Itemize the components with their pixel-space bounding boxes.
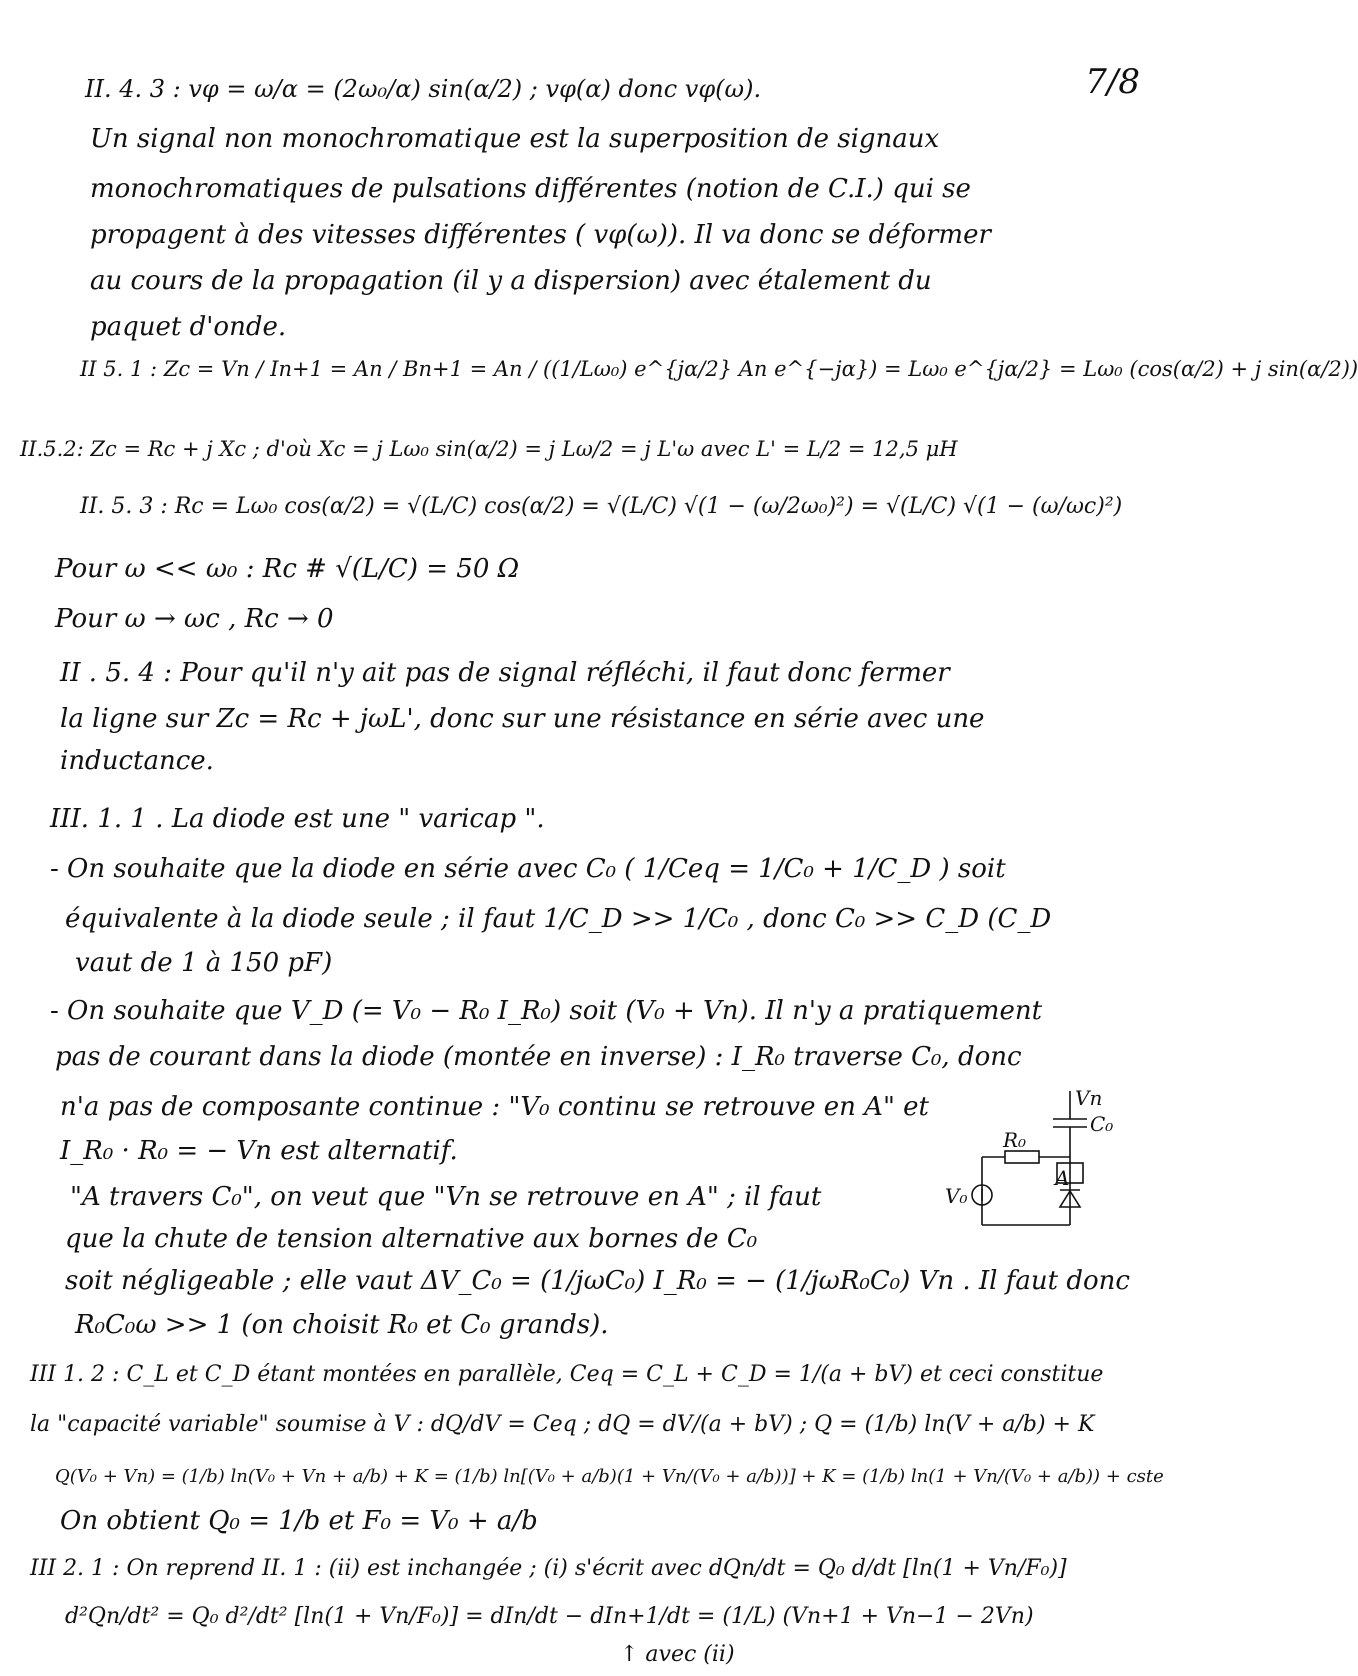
text-line: n'a pas de composante continue : "V₀ continu se retrouve en A" et (60, 1092, 930, 1122)
text-line: la ligne sur Zc = Rc + jωL', donc sur une résistance en série avec une (60, 704, 985, 734)
text-line: paquet d'onde. (90, 312, 287, 342)
equation-line: II 5. 1 : Zc = Vn / In+1 = An / Bn+1 = An / ((1/Lω₀) e^{jα/2} An e^{−jα}) = Lω₀ e^{jα/2} = Lω₀ (cos(α/2) + j sin(α/2)) (80, 357, 1358, 381)
text-line: équivalente à la diode seule ; il faut 1/C_D >> 1/C₀ , donc C₀ >> C_D (C_D (65, 904, 1052, 934)
text-line: II . 5. 4 : Pour qu'il n'y ait pas de signal réfléchi, il faut donc fermer (60, 658, 950, 688)
circuit-label-vn: Vn (1075, 1086, 1103, 1110)
page-number: 7/8 (1085, 62, 1140, 102)
equation-line: II. 5. 3 : Rc = Lω₀ cos(α/2) = √(L/C) cos(α/2) = √(L/C) √(1 − (ω/2ω₀)²) = √(L/C) √(1 − (ω/ωc)²) (80, 494, 1123, 519)
resistor-r0 (1005, 1151, 1039, 1163)
text-line: "A travers C₀", on veut que "Vn se retrouve en A" ; il faut (70, 1182, 822, 1212)
text-line: vaut de 1 à 150 pF) (75, 948, 333, 978)
text-line: inductance. (60, 746, 214, 776)
section-heading: III. 1. 1 . La diode est une " varicap ". (50, 804, 545, 834)
text-line: I_R₀ · R₀ = − Vn est alternatif. (60, 1136, 458, 1166)
equation-line: la "capacité variable" soumise à V : dQ/dV = Ceq ; dQ = dV/(a + bV) ; Q = (1/b) ln(V + a/b) + K (30, 1412, 1095, 1437)
text-line: Pour ω << ω₀ : Rc # √(L/C) = 50 Ω (55, 554, 520, 584)
circuit-label-a: A (1055, 1166, 1070, 1190)
text-line: - On souhaite que V_D (= V₀ − R₀ I_R₀) soit (V₀ + Vn). Il n'y a pratiquement (50, 996, 1043, 1026)
circuit-label-r0: R₀ (1003, 1128, 1027, 1152)
text-line: au cours de la propagation (il y a dispersion) avec étalement du (90, 266, 932, 296)
text-line: III 1. 2 : C_L et C_D étant montées en parallèle, Ceq = C_L + C_D = 1/(a + bV) et ceci constitue (30, 1362, 1104, 1387)
text-line: propagent à des vitesses différentes ( vφ(ω)). Il va donc se déformer (90, 220, 991, 250)
text-line: soit négligeable ; elle vaut ΔV_C₀ = (1/jωC₀) I_R₀ = − (1/jωR₀C₀) Vn . Il faut donc (65, 1266, 1130, 1296)
text-line: monochromatiques de pulsations différentes (notion de C.I.) qui se (90, 174, 971, 204)
circuit-label-v0: V₀ (945, 1184, 968, 1208)
equation-line: Q(V₀ + Vn) = (1/b) ln(V₀ + Vn + a/b) + K = (1/b) ln[(V₀ + a/b)(1 + Vn/(V₀ + a/b))] + K = (1/b) ln(1 + Vn/(V₀ + a/b)) + cste (55, 1466, 1164, 1487)
text-line: On obtient Q₀ = 1/b et F₀ = V₀ + a/b (60, 1506, 538, 1536)
text-line: II. 4. 3 : vφ = ω/α = (2ω₀/α) sin(α/2) ; vφ(α) donc vφ(ω). (85, 75, 762, 103)
equation-line: d²Qn/dt² = Q₀ d²/dt² [ln(1 + Vn/F₀)] = dIn/dt − dIn+1/dt = (1/L) (Vn+1 + Vn−1 − 2Vn) (65, 1604, 1034, 1629)
text-line: que la chute de tension alternative aux bornes de C₀ (65, 1224, 758, 1254)
text-line: - On souhaite que la diode en série avec C₀ ( 1/Ceq = 1/C₀ + 1/C_D ) soit (50, 854, 1006, 884)
text-line: III 2. 1 : On reprend II. 1 : (ii) est inchangée ; (i) s'écrit avec dQn/dt = Q₀ d/dt [ln(1 + Vn/F₀)] (30, 1556, 1067, 1581)
text-line: Pour ω → ωc , Rc → 0 (55, 604, 334, 634)
text-line: pas de courant dans la diode (montée en inverse) : I_R₀ traverse C₀, donc (55, 1042, 1022, 1072)
varicap-circuit-diagram (945, 1085, 1120, 1260)
text-line: Un signal non monochromatique est la superposition de signaux (90, 124, 940, 154)
text-line: R₀C₀ω >> 1 (on choisit R₀ et C₀ grands). (75, 1310, 609, 1340)
text-line: ↑ avec (ii) (620, 1642, 735, 1667)
circuit-label-c0: C₀ (1090, 1112, 1114, 1136)
equation-line: II.5.2: Zc = Rc + j Xc ; d'où Xc = j Lω₀ sin(α/2) = j Lω/2 = j L'ω avec L' = L/2 = 12,5 μH (20, 437, 958, 461)
